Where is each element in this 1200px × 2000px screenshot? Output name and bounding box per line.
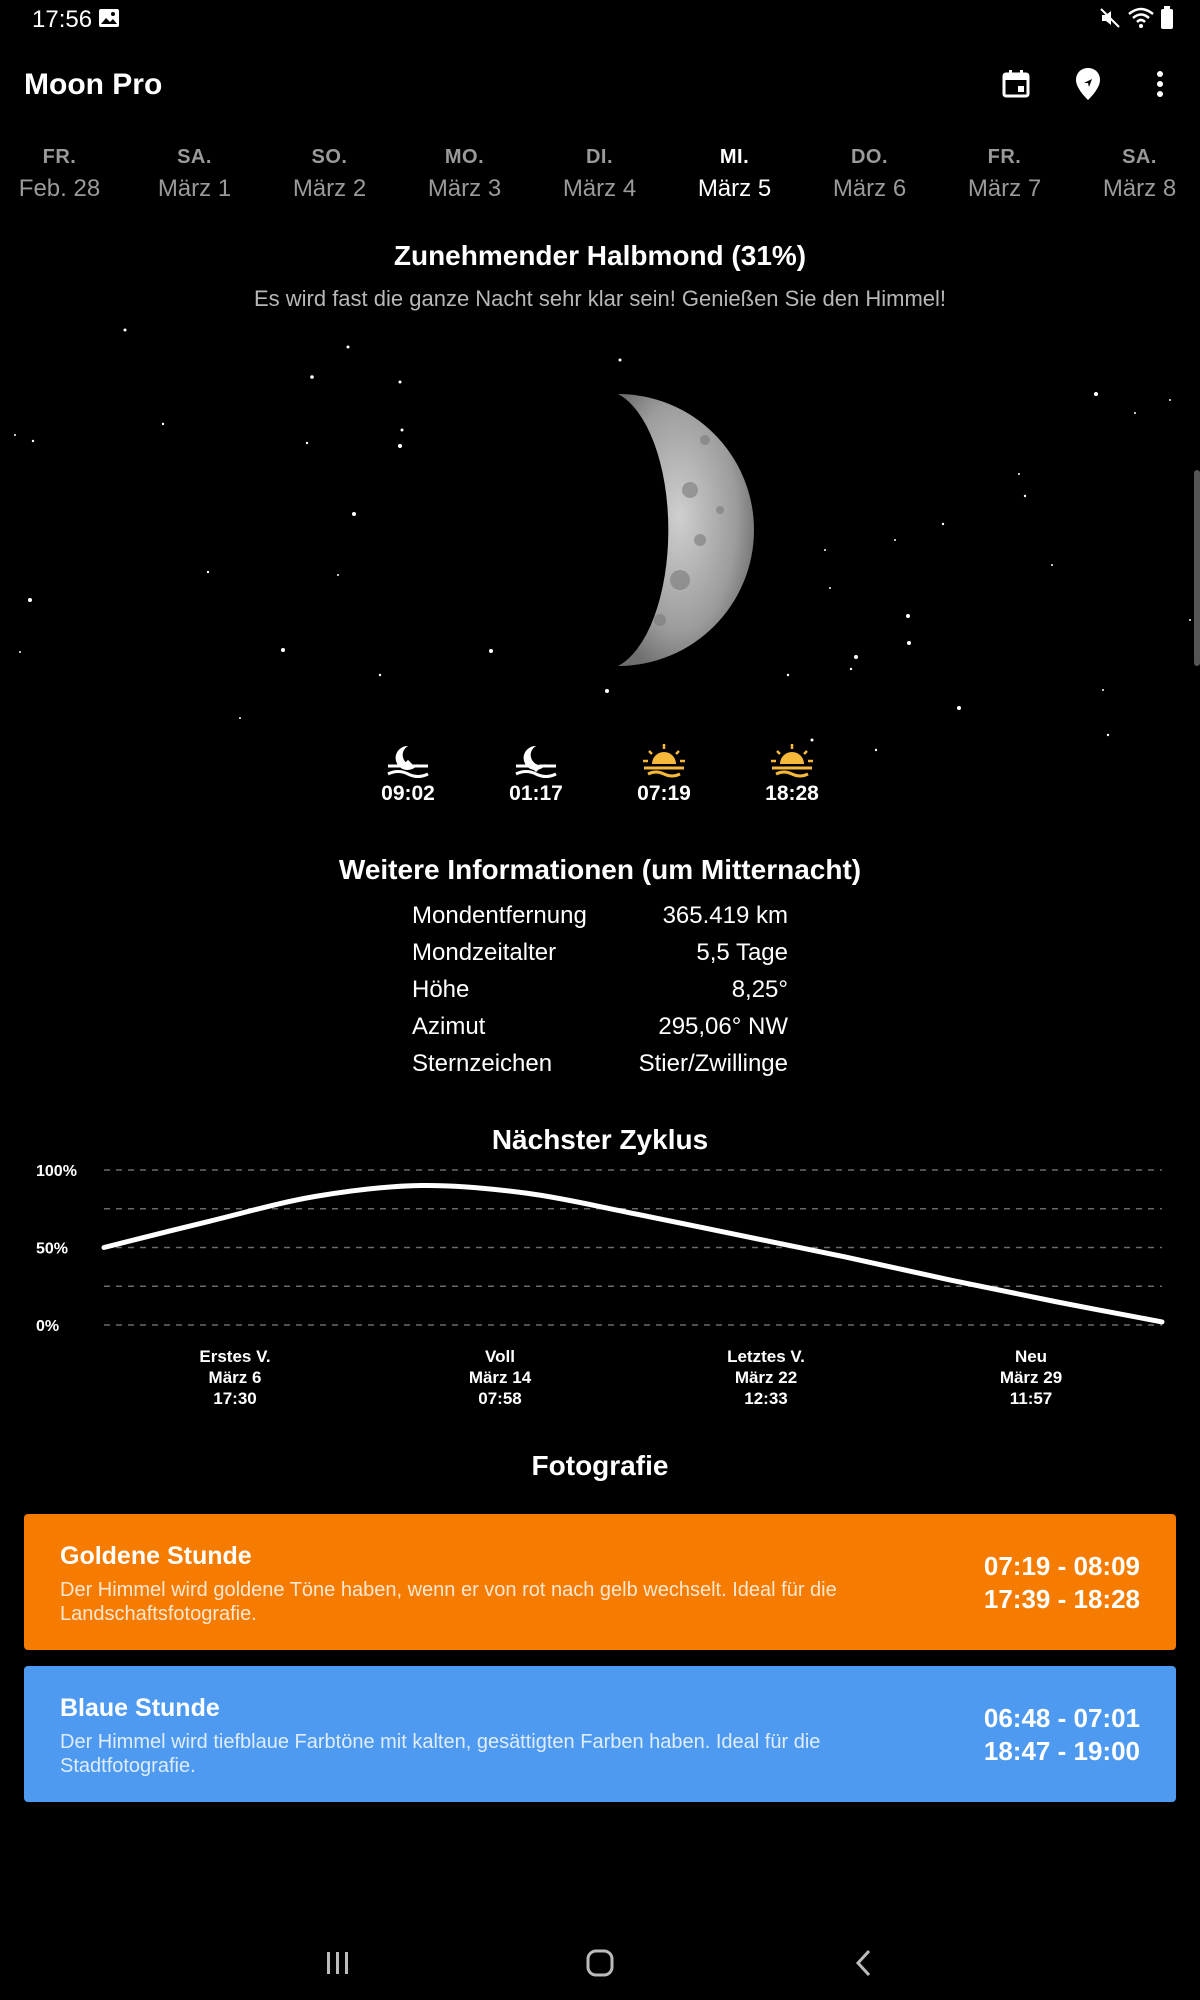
app-actions: [998, 66, 1178, 102]
info-value: Stier/Zwillinge: [638, 1050, 788, 1077]
day-date: März 1: [157, 175, 232, 202]
event-label: Voll: [485, 1347, 515, 1366]
event-label: 17:30: [213, 1389, 257, 1408]
golden-hour-card[interactable]: [24, 1514, 1176, 1650]
home-icon[interactable]: [570, 1938, 630, 1988]
day-item-selected[interactable]: [667, 146, 802, 203]
cycle-title: Nächster Zyklus: [491, 1124, 709, 1155]
info-row: [412, 939, 788, 976]
sunset-time: 18:28: [765, 782, 819, 805]
event-label: Neu: [1014, 1347, 1048, 1366]
info-label: Mondentfernung: [412, 902, 587, 929]
info-title: Weitere Informationen (um Mitternacht): [338, 854, 862, 885]
status-bar: [0, 0, 1200, 38]
recent-apps-icon[interactable]: [308, 1938, 368, 1988]
event-label: 07:58: [478, 1389, 522, 1408]
back-icon[interactable]: [834, 1938, 894, 1988]
rise-set-times: [0, 742, 1200, 822]
day-item[interactable]: [937, 146, 1072, 203]
day-name: MO.: [444, 146, 485, 168]
y-tick-label: 100%: [36, 1163, 77, 1180]
image-notification-icon: [98, 8, 120, 33]
day-date: März 3: [427, 175, 502, 202]
day-date: März 6: [832, 175, 907, 202]
status-icons: [1098, 6, 1174, 35]
day-name: MI.: [719, 146, 750, 168]
info-label: Mondzeitalter: [412, 939, 557, 966]
moon-sky-image: [0, 320, 1200, 760]
day-name: SA.: [1122, 146, 1157, 168]
golden-hour-times: [984, 1550, 1140, 1616]
day-item[interactable]: [1072, 146, 1200, 203]
golden-hour-desc: Der Himmel wird goldene Töne haben, wenn er von rot nach gelb wechselt. Ideal für die Landschaftsfotografie.: [60, 1579, 837, 1625]
day-item[interactable]: [262, 146, 397, 203]
info-value: 365.419 km: [662, 902, 788, 929]
event-label: 12:33: [744, 1389, 788, 1408]
status-time: 17:56: [32, 6, 93, 33]
day-selector: [0, 146, 1200, 210]
event-label: Erstes V.: [199, 1347, 271, 1366]
y-tick-label: 0%: [36, 1318, 60, 1335]
event-label: Letztes V.: [727, 1347, 805, 1366]
event-label: März 22: [734, 1368, 798, 1387]
info-row: [412, 976, 788, 1013]
day-name: DO.: [850, 146, 889, 168]
blue-hour-desc: Der Himmel wird tiefblaue Farbtöne mit kalten, gesättigten Farben haben. Ideal für die Stadtfotografie.: [60, 1731, 821, 1777]
day-name: SO.: [311, 146, 348, 168]
y-tick-label: 50%: [36, 1240, 69, 1258]
info-value: 295,06° NW: [658, 1013, 788, 1040]
day-name: SA.: [177, 146, 212, 168]
blue-hour-evening: 18:47 - 19:00: [983, 1736, 1140, 1766]
info-value: 5,5 Tage: [696, 939, 788, 966]
event-label: März 29: [999, 1368, 1063, 1387]
moon-illustration: [0, 320, 1200, 760]
blue-hour-title: Blaue Stunde: [60, 1694, 220, 1722]
stars: [14, 329, 1191, 752]
day-date: März 4: [562, 175, 637, 202]
cycle-line: [104, 1185, 1162, 1321]
moonrise-item: [363, 742, 453, 806]
photo-title: Fotografie: [531, 1450, 669, 1481]
day-date: März 2: [292, 175, 367, 202]
cycle-chart-svg: [0, 1150, 1200, 1420]
sunset-icon: [747, 742, 837, 778]
sunrise-time: 07:19: [637, 782, 691, 805]
phase-title: Zunehmender Halbmond (31%): [393, 240, 807, 271]
day-item[interactable]: [0, 146, 127, 203]
event-label: März 14: [468, 1368, 532, 1387]
info-label: Sternzeichen: [412, 1050, 553, 1077]
info-label: Höhe: [412, 976, 470, 1003]
day-item[interactable]: [802, 146, 937, 203]
info-row: [412, 1050, 788, 1087]
sunset-item: [747, 742, 837, 806]
info-label: Azimut: [412, 1013, 486, 1040]
info-value: 8,25°: [731, 976, 788, 1003]
event-label: März 6: [208, 1368, 262, 1387]
moonrise-icon: [363, 742, 453, 778]
mute-icon: [1098, 6, 1122, 35]
info-row: [412, 1013, 788, 1050]
app-title: Moon Pro: [24, 68, 163, 101]
location-pin-icon[interactable]: [1070, 66, 1106, 102]
blue-hour-times: [984, 1702, 1140, 1768]
battery-icon: [1160, 6, 1174, 35]
day-item[interactable]: [127, 146, 262, 203]
sunrise-icon: [619, 742, 709, 778]
day-date: März 5: [697, 175, 772, 202]
golden-hour-morning: 07:19 - 08:09: [983, 1551, 1140, 1581]
day-name: FR.: [987, 146, 1022, 168]
day-item[interactable]: [397, 146, 532, 203]
wifi-icon: [1128, 7, 1154, 34]
cycle-chart: [0, 1150, 1200, 1420]
sunrise-item: [619, 742, 709, 806]
day-item[interactable]: [532, 146, 667, 203]
day-date: März 7: [967, 175, 1042, 202]
info-table: [412, 902, 788, 1087]
moonset-item: [491, 742, 581, 806]
event-label: 11:57: [1009, 1389, 1053, 1408]
system-nav-bar: [0, 1938, 1200, 1988]
day-name: DI.: [585, 146, 614, 168]
moonset-icon: [491, 742, 581, 778]
golden-hour-title: Goldene Stunde: [60, 1542, 252, 1570]
more-options-icon[interactable]: [1142, 66, 1178, 102]
phase-subtitle: Es wird fast die ganze Nacht sehr klar sein! Genießen Sie den Himmel!: [253, 286, 947, 311]
day-date: März 8: [1102, 175, 1177, 202]
app-bar: [0, 56, 1200, 112]
moonset-time: 01:17: [509, 782, 563, 805]
day-date: Feb. 28: [18, 175, 101, 202]
moon-crescent: [618, 394, 754, 666]
blue-hour-morning: 06:48 - 07:01: [983, 1703, 1140, 1733]
scroll-handle[interactable]: [1194, 470, 1200, 666]
blue-hour-card[interactable]: [24, 1666, 1176, 1802]
golden-hour-evening: 17:39 - 18:28: [983, 1584, 1140, 1614]
moonrise-time: 09:02: [381, 782, 435, 805]
day-name: FR.: [42, 146, 77, 168]
info-row: [412, 902, 788, 939]
calendar-icon[interactable]: [998, 66, 1034, 102]
